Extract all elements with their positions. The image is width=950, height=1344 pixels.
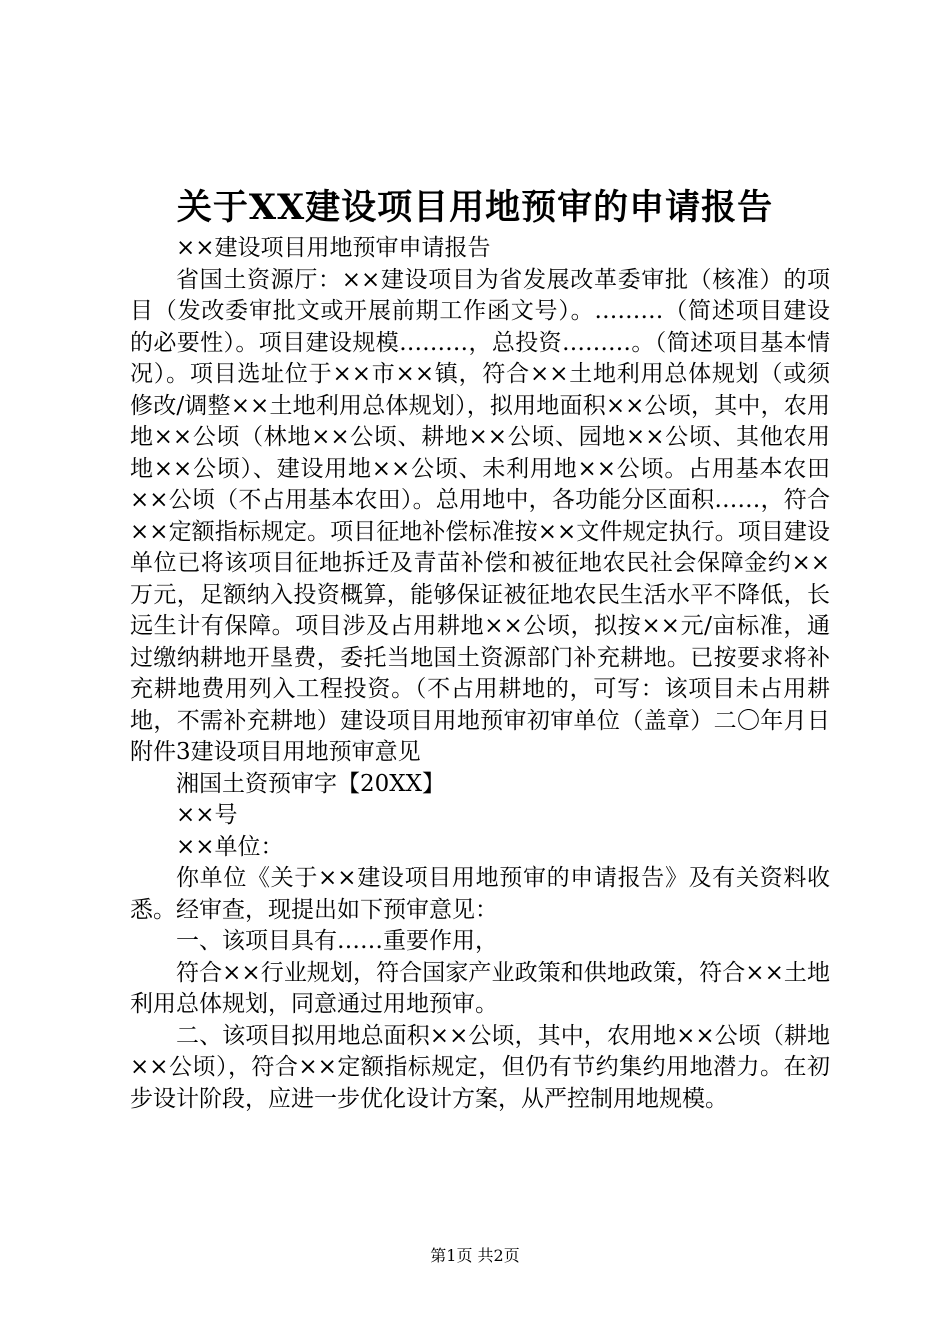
page-footer: 第1页 共2页 — [430, 1246, 520, 1265]
paragraph-application: 省国土资源厅：××建设项目为省发展改革委审批（核准）的项目（发改委审批文或开展前期工作函文号）。………（简述项目建设的必要性）。项目建设规模………，总投资………。（简述项目基本情况）。项目选址位于××市××镇，符合××土地利用总体规划（或须修改/调整××土地利用总体规划），拟用地面积××公顷，其中，农用地××公顷（林地××公顷、耕地××公顷、园地××公顷、其他农用地××公顷）、建设用地××公顷、未利用地××公顷。占用基本农田××公顷（不占用基本农田）。总用地中，各功能分区面积……，符合××定额指标规定。项目征地补偿标准按××文件规定执行。项目建设单位已将该项目征地拆迁及青苗补偿和被征地农民社会保障金约××万元，足额纳入投资概算，能够保证被征地农民生活水平不降低，长远生计有保障。项目涉及占用耕地××公顷，拟按××元/亩标准，通过缴纳耕地开垦费，委托当地国土资源部门补充耕地。已按要求将补充耕地费用列入工程投资。（不占用耕地的，可写：该项目未占用耕地，不需补充耕地）建设项目用地预审初审单位（盖章）二〇年月日附件3建设项目用地预审意见 — [130, 266, 830, 765]
paragraph-received: 你单位《关于××建设项目用地预审的申请报告》及有关资料收悉。经审查，现提出如下预审意见： — [130, 865, 830, 923]
paragraph-ref-number: 湘国土资预审字【20XX】 — [176, 770, 446, 797]
paragraph-heading: ××建设项目用地预审申请报告 — [176, 235, 491, 261]
paragraph-number: ××号 — [176, 802, 238, 828]
paragraph-opinion-2: 二、该项目拟用地总面积××公顷，其中，农用地××公顷（耕地××公顷），符合××定额指标规定，但仍有节约集约用地潜力。在初步设计阶段，应进一步优化设计方案，从严控制用地规模。 — [130, 1022, 830, 1112]
document-body — [130, 233, 830, 1115]
paragraph-addressee: ××单位： — [176, 833, 284, 860]
paragraph-opinion-1: 一、该项目具有……重要作用， — [176, 928, 498, 954]
document-title: 关于XX建设项目用地预审的申请报告 — [176, 187, 774, 228]
paragraph-opinion-1-detail: 符合××行业规划，符合国家产业政策和供地政策，符合××土地利用总体规划，同意通过用地预审。 — [130, 959, 830, 1017]
